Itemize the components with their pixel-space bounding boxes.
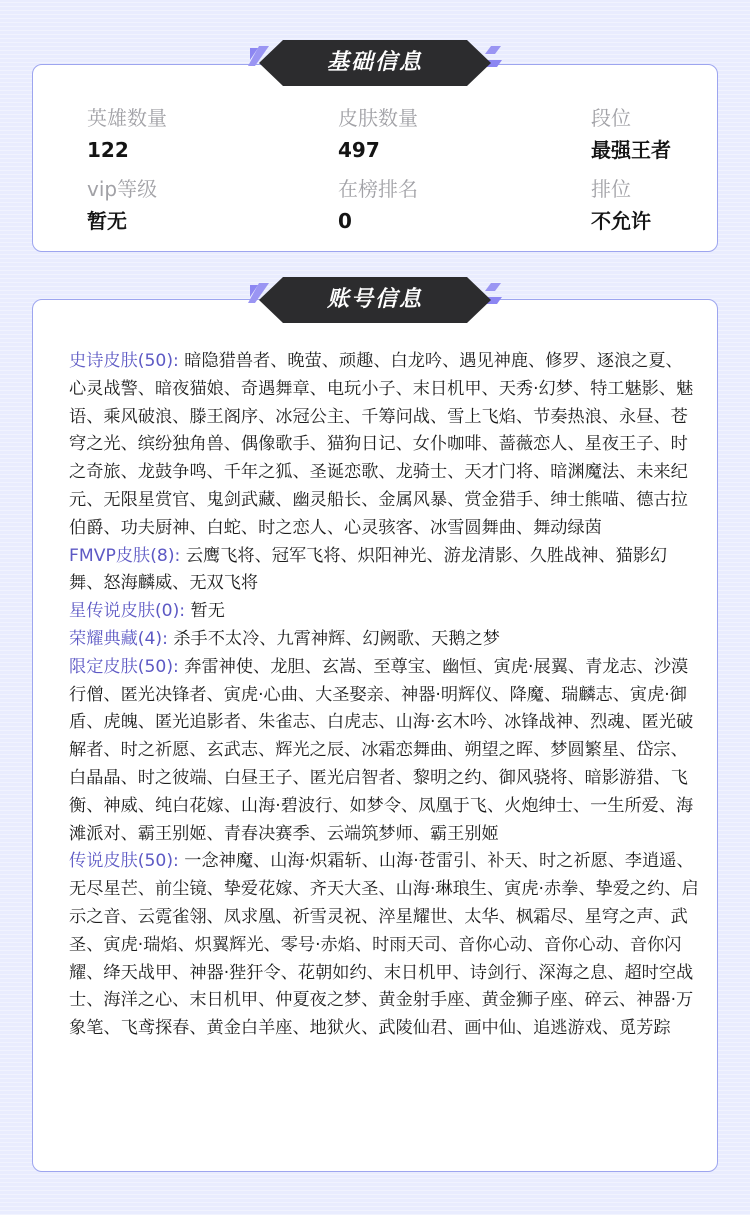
account-info-banner xyxy=(245,277,505,323)
stat-ranked xyxy=(591,176,750,234)
stat-rank-tier xyxy=(591,105,750,163)
stat-skin-count xyxy=(338,105,538,163)
skin-category-label: 史诗皮肤(50): xyxy=(69,351,179,371)
stat-label: 皮肤数量 xyxy=(338,106,418,130)
skin-category-label: 传说皮肤(50): xyxy=(69,851,179,872)
skin-category-label: 星传说皮肤(0): xyxy=(69,601,186,622)
stat-leaderboard-rank xyxy=(338,176,538,234)
skin-category-items: 云鹰飞将、冠军飞将、炽阳神光、游龙清影、久胜战神、猫影幻舞、怒海麟威、无双飞将 xyxy=(69,545,668,594)
stat-value: 497 xyxy=(338,138,380,162)
stat-label: 英雄数量 xyxy=(87,106,167,130)
stat-value: 122 xyxy=(87,138,129,162)
stat-vip-level xyxy=(87,176,287,234)
stat-label: vip等级 xyxy=(87,177,158,201)
skin-category-fmvp xyxy=(69,543,699,599)
stat-label: 排位 xyxy=(591,177,631,201)
skin-list xyxy=(69,348,699,1043)
skin-category-label: 限定皮肤(50): xyxy=(69,656,179,677)
skin-category-items: 一念神魔、山海·炽霜斩、山海·苍雷引、补天、时之祈愿、李逍遥、无尽星芒、前尘镜、挚爱花嫁、齐天大圣、山海·琳琅生、寅虎·赤拳、挚爱之约、启示之音、云霓雀翎、凤求凰、祈雪灵祝、淬星耀世、太华、枫霜尽、星穹之声、武圣、寅虎·瑞焰、炽翼辉光、零号·赤焰、时雨天司、音你心动、音你心动、音你闪耀、绛天战甲、神器·狴犴令、花朝如约、末日机甲、诗剑行、深海之息、超时空战士、海洋之心、末日机甲、仲夏夜之梦、黄金射手座、黄金狮子座、碎云、神器·万象笔、飞鸢探春、黄金白羊座、地狱火、武陵仙君、画中仙、追逃游戏、觅芳踪 xyxy=(69,851,699,1039)
skin-category-legend xyxy=(69,848,699,1043)
skin-category-items: 奔雷神使、龙胆、玄嵩、至尊宝、幽恒、寅虎·展翼、青龙志、沙漠行僧、匿光决锋者、寅虎·心曲、大圣娶亲、神器·明辉仪、降魔、瑞麟志、寅虎·御盾、虎魄、匿光追影者、朱雀志、白虎志、山海·玄木吟、冰锋战神、烈魂、匿光破解者、时之祈愿、玄武志、辉光之辰、冰霜恋舞曲、朔望之晖、梦圆繁星、岱宗、白晶晶、时之彼端、白昼王子、匿光启智者、黎明之约、御风骁将、暗影游猎、飞衡、神威、纯白花嫁、山海·碧波行、如梦令、凤凰于飞、火炮绅士、一生所爱、海滩派对、霸王别姬、青春决赛季、云端筑梦师、霸王别姬 xyxy=(69,656,694,844)
account-info-title: 账号信息 xyxy=(326,287,423,312)
skin-category-items: 暗隐猎兽者、晚萤、顽趣、白龙吟、遇见神鹿、修罗、逐浪之夏、心灵战警、暗夜猫娘、奇遇舞章、电玩小子、末日机甲、天秀·幻梦、特工魅影、魅语、乘风破浪、滕王阁序、冰冠公主、千筹问战、雪上飞焰、节奏热浪、永昼、苍穹之光、缤纷独角兽、偶像歌手、猫狗日记、女仆咖啡、蔷薇恋人、星夜王子、时之奇旅、龙鼓争鸣、千年之狐、圣诞恋歌、龙骑士、天才门将、暗渊魔法、未来纪元、无限星赏官、鬼剑武藏、幽灵船长、金属风暴、赏金猎手、绅士熊喵、德古拉伯爵、功夫厨神、白蛇、时之恋人、心灵骇客、冰雪圆舞曲、舞动绿茵 xyxy=(69,351,694,538)
skin-category-items: 杀手不太冷、九霄神辉、幻阙歌、天鹅之梦 xyxy=(173,628,500,649)
stat-value: 不允许 xyxy=(591,209,651,233)
skin-category-limited xyxy=(69,654,699,849)
basic-info-card xyxy=(32,64,718,252)
skin-category-glory-collection xyxy=(69,626,699,654)
stat-value: 0 xyxy=(338,209,352,233)
skin-category-items: 暂无 xyxy=(190,601,225,622)
account-info-section xyxy=(32,277,718,1172)
stat-label: 段位 xyxy=(591,106,631,130)
skin-category-label: FMVP皮肤(8): xyxy=(69,545,181,566)
basic-info-banner xyxy=(245,40,505,86)
skin-category-star-legend xyxy=(69,598,699,626)
stat-value: 暂无 xyxy=(87,209,127,233)
account-info-card xyxy=(32,299,718,1172)
skin-category-epic xyxy=(69,348,699,543)
basic-info-title: 基础信息 xyxy=(326,50,423,75)
stat-value: 最强王者 xyxy=(591,138,671,162)
basic-info-section xyxy=(32,40,718,252)
stat-label: 在榜排名 xyxy=(338,177,418,201)
skin-category-label: 荣耀典藏(4): xyxy=(69,628,168,649)
stat-hero-count xyxy=(87,105,287,163)
